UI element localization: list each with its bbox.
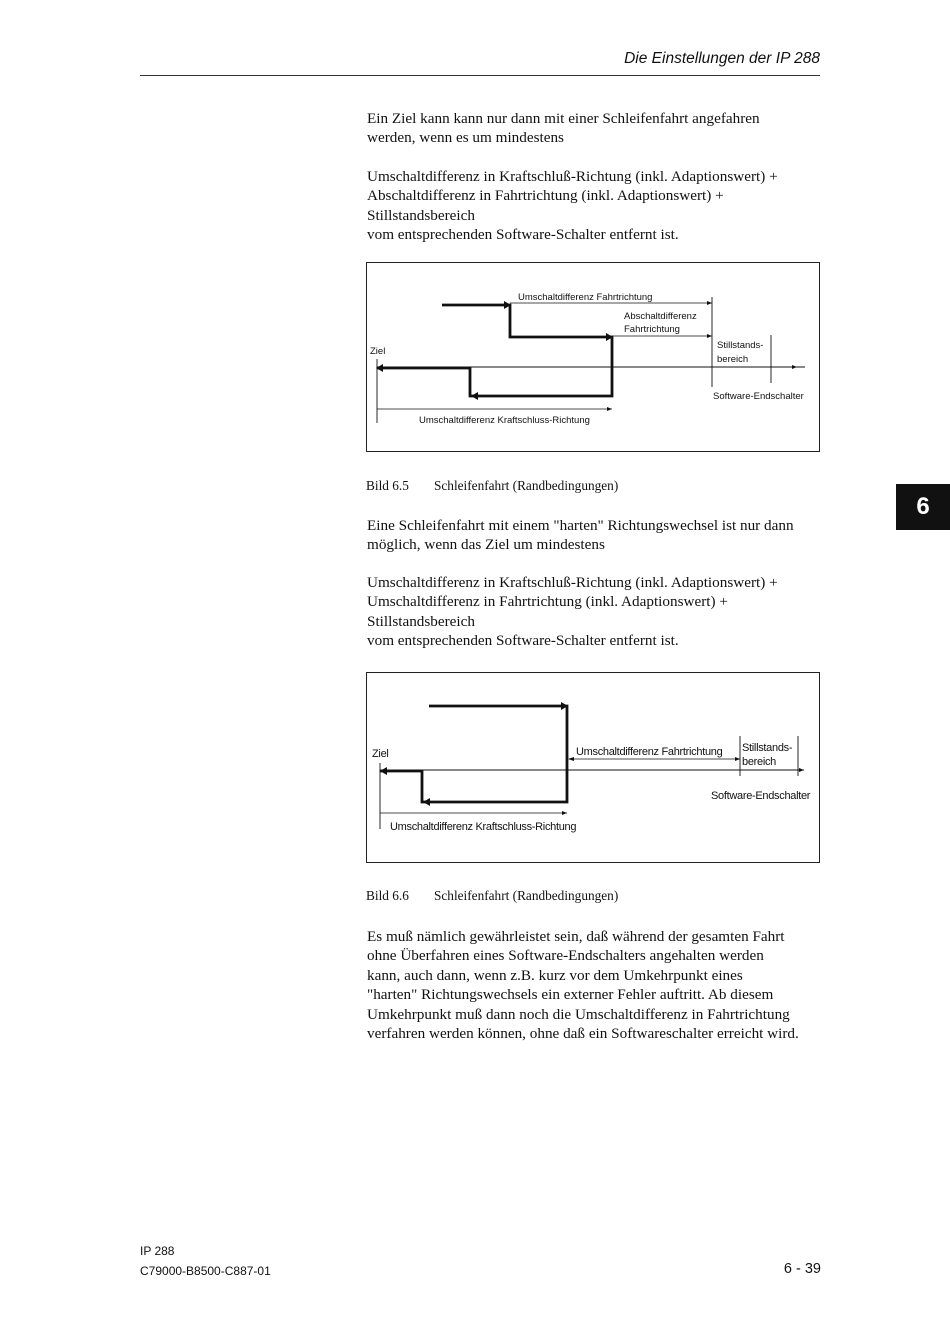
figure-6-6-diagram <box>367 673 821 864</box>
text-line: kann, auch dann, wenn z.B. kurz vor dem Umkehrpunkt eines <box>367 966 743 984</box>
paragraph-intro-2 <box>367 516 837 555</box>
figure-6-5-diagram <box>367 263 821 453</box>
text-line: Umschaltdifferenz in Kraftschluß-Richtung (inkl. Adaptionswert) + <box>367 574 778 591</box>
paragraph-formula-2 <box>367 573 837 651</box>
label-stillstand-1: Stillstands- <box>742 742 793 754</box>
text-line: Stillstandsbereich <box>367 206 475 224</box>
text-line: möglich, wenn das Ziel um mindestens <box>367 536 605 554</box>
text-line: Stillstandsbereich <box>367 612 475 630</box>
text-line: Ein Ziel kann kann nur dann mit einer Schleifenfahrt angefahren <box>367 110 760 127</box>
text-line: Eine Schleifenfahrt mit einem "harten" Richtungswechsel ist nur dann <box>367 517 794 534</box>
label-umschalt-fahrt: Umschaltdifferenz Fahrtrichtung <box>576 746 723 758</box>
text-line: "harten" Richtungswechsels ein externer Fehler auftritt. Ab diesem <box>367 986 774 1004</box>
caption-text: Schleifenfahrt (Randbedingungen) <box>434 478 619 493</box>
paragraph-explanation <box>367 927 837 1043</box>
paragraph-intro-1 <box>367 109 837 148</box>
page-number: 6 - 39 <box>783 1261 821 1277</box>
label-stillstand-1: Stillstands- <box>717 340 764 351</box>
text-line: vom entsprechenden Software-Schalter entfernt ist. <box>367 632 679 650</box>
running-header-title: Die Einstellungen der IP 288 <box>624 50 820 67</box>
text-line: Es muß nämlich gewährleistet sein, daß während der gesamten Fahrt <box>367 928 785 945</box>
text-line: Umschaltdifferenz in Fahrtrichtung (inkl. Adaptionswert) + <box>367 593 728 611</box>
label-software-endschalter: Software-Endschalter <box>711 790 811 802</box>
label-software-endschalter: Software-Endschalter <box>713 391 804 402</box>
label-ziel: Ziel <box>372 748 389 760</box>
text-line: verfahren werden können, ohne daß ein Softwareschalter erreicht wird. <box>367 1025 799 1043</box>
label-abschalt-2: Fahrtrichtung <box>624 324 680 335</box>
text-line: Abschaltdifferenz in Fahrtrichtung (inkl. Adaptionswert) + <box>367 187 724 205</box>
caption-text: Schleifenfahrt (Randbedingungen) <box>434 888 619 903</box>
figure-6-5-caption <box>366 478 618 494</box>
caption-number: Bild 6.5 <box>366 478 409 493</box>
text-line: Umschaltdifferenz in Kraftschluß-Richtung (inkl. Adaptionswert) + <box>367 168 778 185</box>
text-line: vom entsprechenden Software-Schalter entfernt ist. <box>367 226 679 244</box>
figure-6-5 <box>366 262 820 452</box>
label-umschalt-kraft: Umschaltdifferenz Kraftschluss-Richtung <box>419 415 590 426</box>
paragraph-formula-1 <box>367 167 837 245</box>
label-ziel: Ziel <box>370 346 386 357</box>
footer-order-number: C79000-B8500-C887-01 <box>140 1264 271 1278</box>
label-umschalt-fahrt: Umschaltdifferenz Fahrtrichtung <box>518 292 653 303</box>
caption-number: Bild 6.6 <box>366 888 409 903</box>
label-umschalt-kraft: Umschaltdifferenz Kraftschluss-Richtung <box>390 821 577 833</box>
figure-6-6-caption <box>366 888 618 904</box>
chapter-tab: 6 <box>896 484 950 530</box>
text-line: werden, wenn es um mindestens <box>367 129 564 147</box>
label-stillstand-2: bereich <box>717 354 749 365</box>
text-line: Umkehrpunkt muß dann noch die Umschaltdifferenz in Fahrtrichtung <box>367 1005 790 1023</box>
label-abschalt-1: Abschaltdifferenz <box>624 311 697 322</box>
footer-product: IP 288 <box>140 1244 175 1258</box>
header-rule <box>140 75 820 76</box>
figure-6-6 <box>366 672 820 863</box>
text-line: ohne Überfahren eines Software-Endschalters angehalten werden <box>367 947 764 965</box>
label-stillstand-2: bereich <box>742 756 776 768</box>
